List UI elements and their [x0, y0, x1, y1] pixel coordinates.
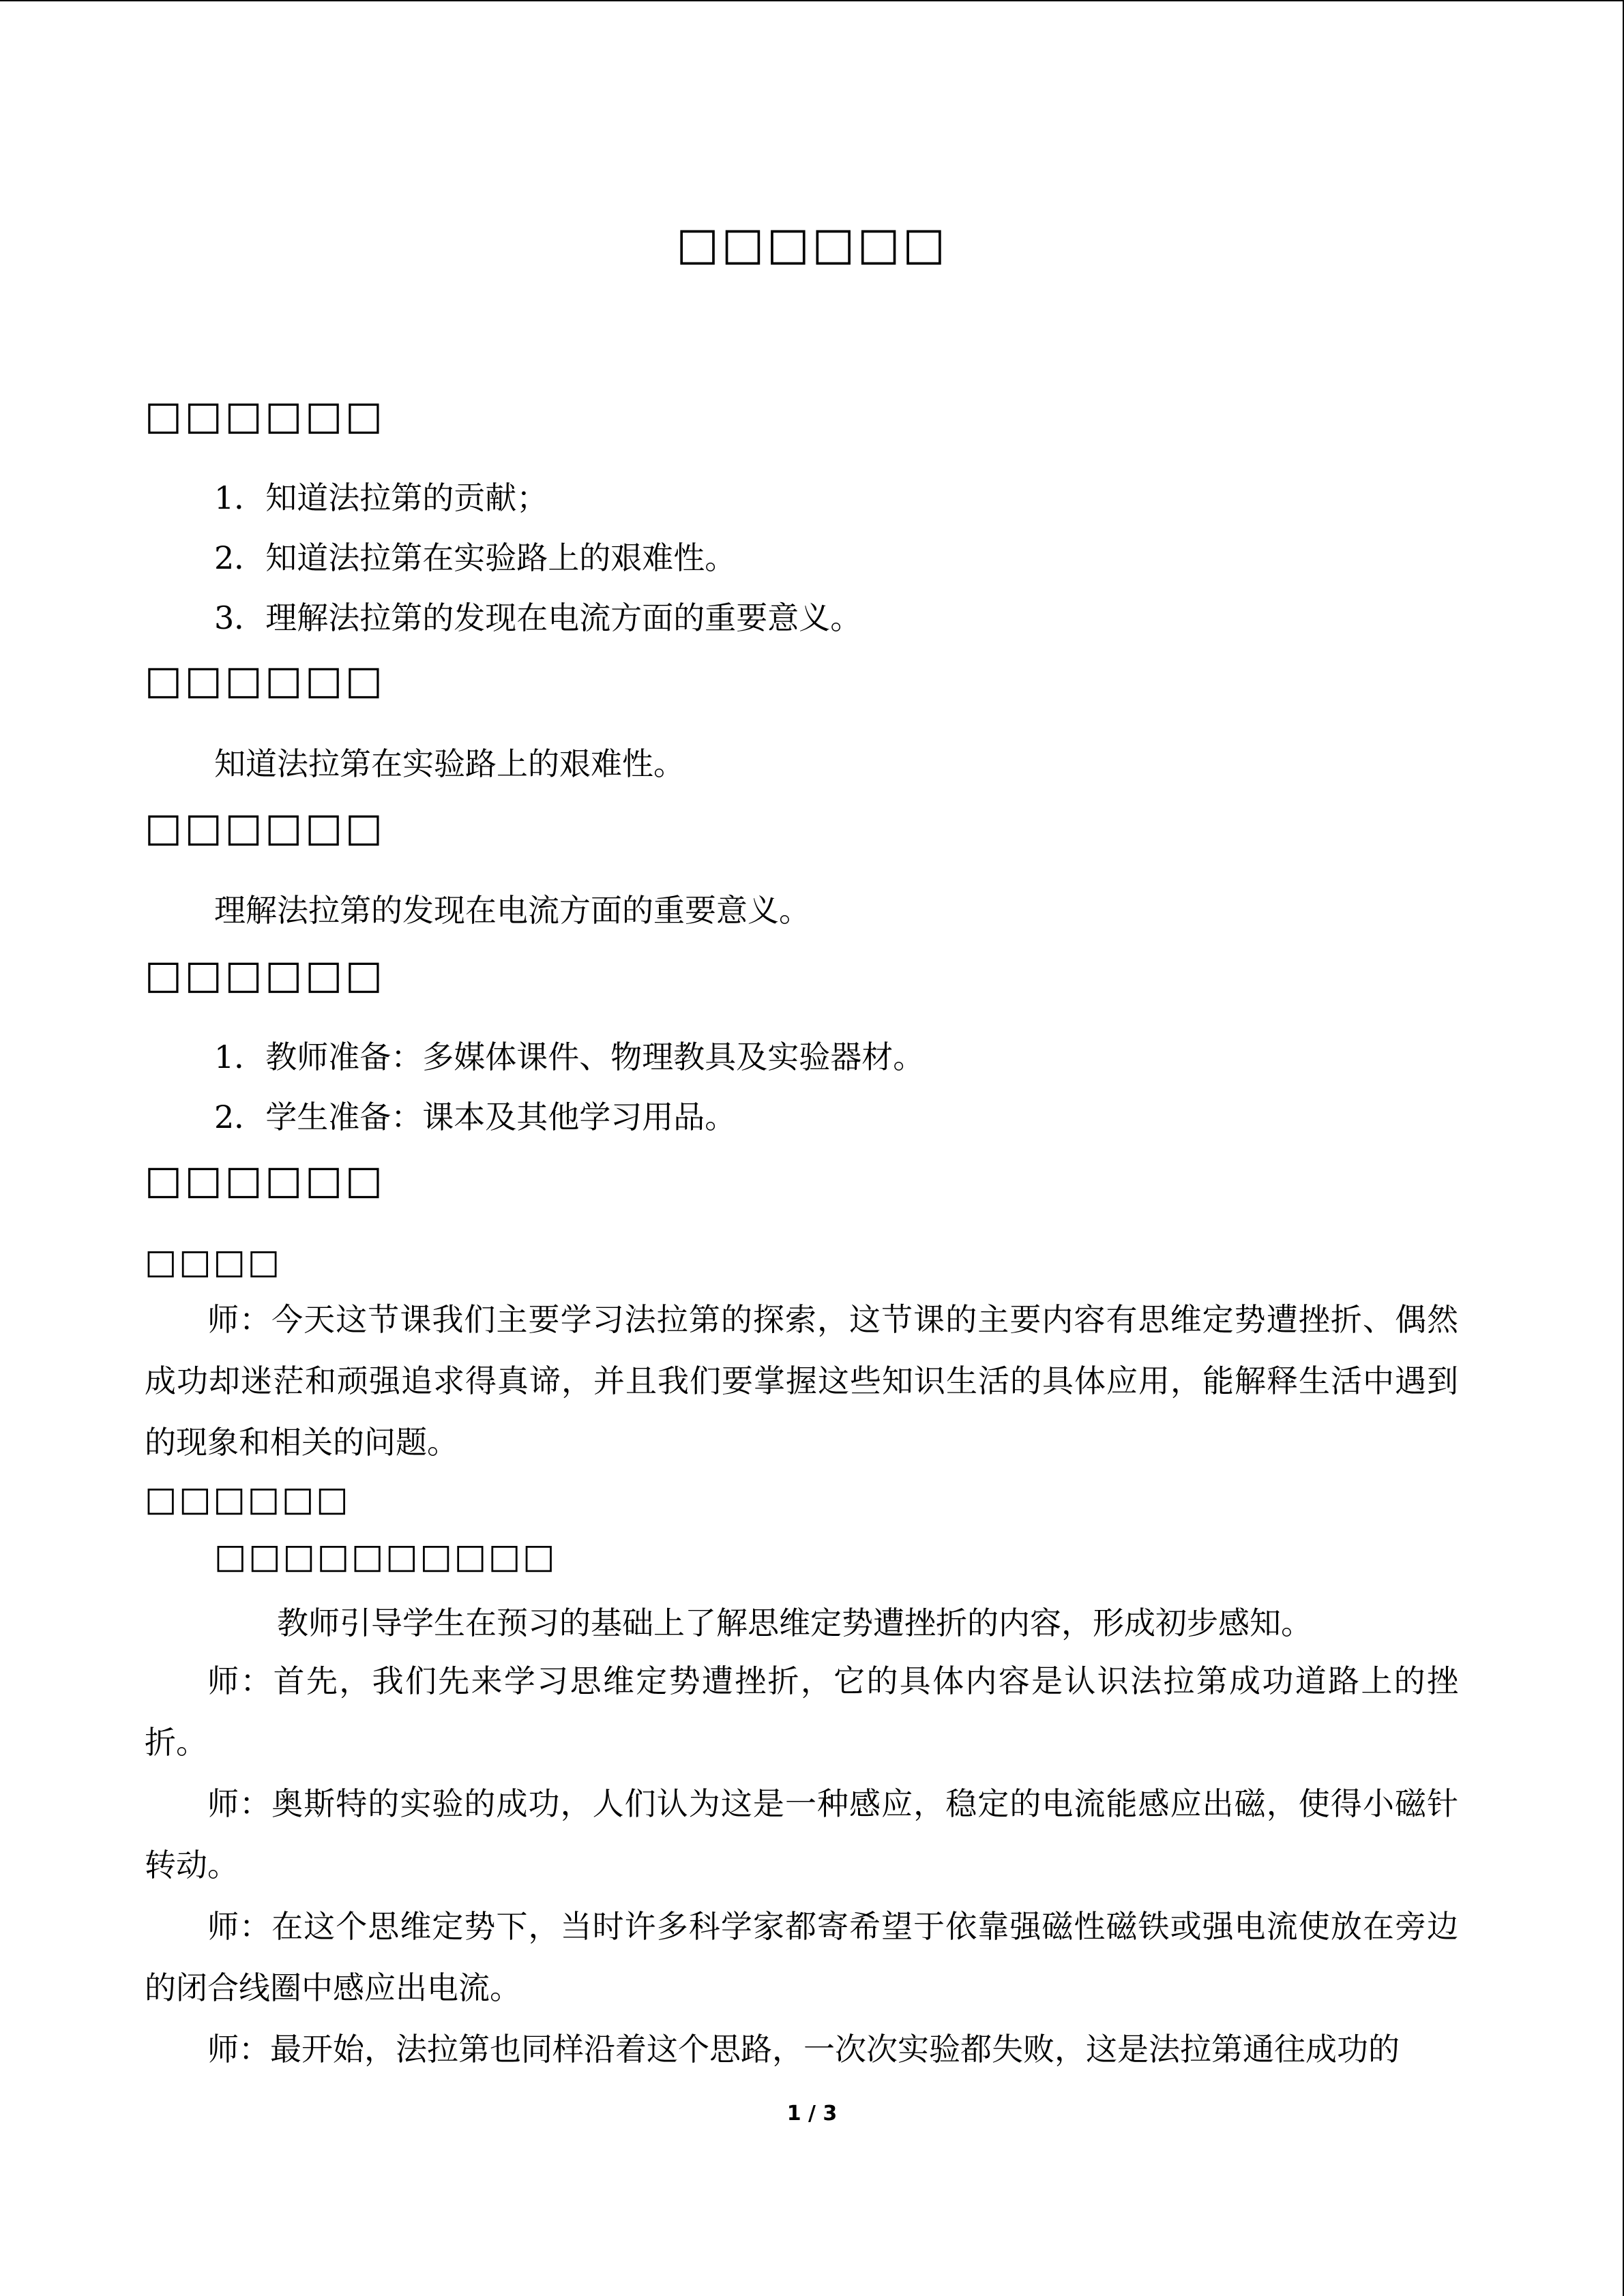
topic-1-intro: 教师引导学生在预习的基础上了解思维定势遭挫折的内容，形成初步感知。 — [277, 1605, 1312, 1641]
subheading-topic-1: □□□□□□□□□□ — [214, 1536, 557, 1576]
key-point-text: 知道法拉第在实验路上的艰难性。 — [214, 745, 685, 782]
objective-item-3: 3．理解法拉第的发现在电流方面的重要意义。 — [214, 599, 862, 636]
lesson-paragraph-4: 师：最开始，法拉第也同样沿着这个思路，一次次实验都失败，这是法拉第通往成功的 — [207, 2031, 1400, 2068]
preparation-item-1: 1．教师准备：多媒体课件、物理教具及实验器材。 — [214, 1039, 925, 1075]
introduction-paragraph: 师：今天这节课我们主要学习法拉第的探索，这节课的主要内容有思维定势遭挫折、偶然成功却迷茫和顽强追求得真谛，并且我们要掌握这些知识生活的具体应用，能解释生活中遇到的现象和相关的问题。 — [145, 1301, 1458, 1461]
section-heading-preparation: □□□□□□ — [145, 951, 385, 998]
page-number: 1 / 3 — [786, 2102, 838, 2126]
difficulty-text: 理解法拉第的发现在电流方面的重要意义。 — [214, 892, 810, 929]
lesson-paragraph-3: 师：在这个思维定势下，当时许多科学家都寄希望于依靠强磁性磁铁或强电流使放在旁边的闭合线圈中感应出电流。 — [145, 1908, 1458, 2006]
subheading-new-lesson: □□□□□□ — [145, 1479, 351, 1519]
section-heading-objectives: □□□□□□ — [145, 392, 385, 438]
subheading-introduction: □□□□ — [145, 1242, 282, 1281]
document-title: □□□□□□ — [676, 218, 948, 270]
preparation-item-2: 2．学生准备：课本及其他学习用品。 — [214, 1099, 737, 1135]
lesson-paragraph-1: 师：首先，我们先来学习思维定势遭挫折，它的具体内容是认识法拉第成功道路上的挫折。 — [145, 1663, 1458, 1761]
objective-item-2: 2．知道法拉第在实验路上的艰难性。 — [214, 539, 737, 576]
objective-item-1: 1．知道法拉第的贡献； — [214, 479, 548, 516]
section-heading-key-points: □□□□□□ — [145, 657, 385, 703]
lesson-paragraph-2: 师：奥斯特的实验的成功，人们认为这是一种感应，稳定的电流能感应出磁，使得小磁针转动。 — [145, 1785, 1458, 1883]
section-heading-process: □□□□□□ — [145, 1157, 385, 1203]
section-heading-difficulties: □□□□□□ — [145, 804, 385, 850]
